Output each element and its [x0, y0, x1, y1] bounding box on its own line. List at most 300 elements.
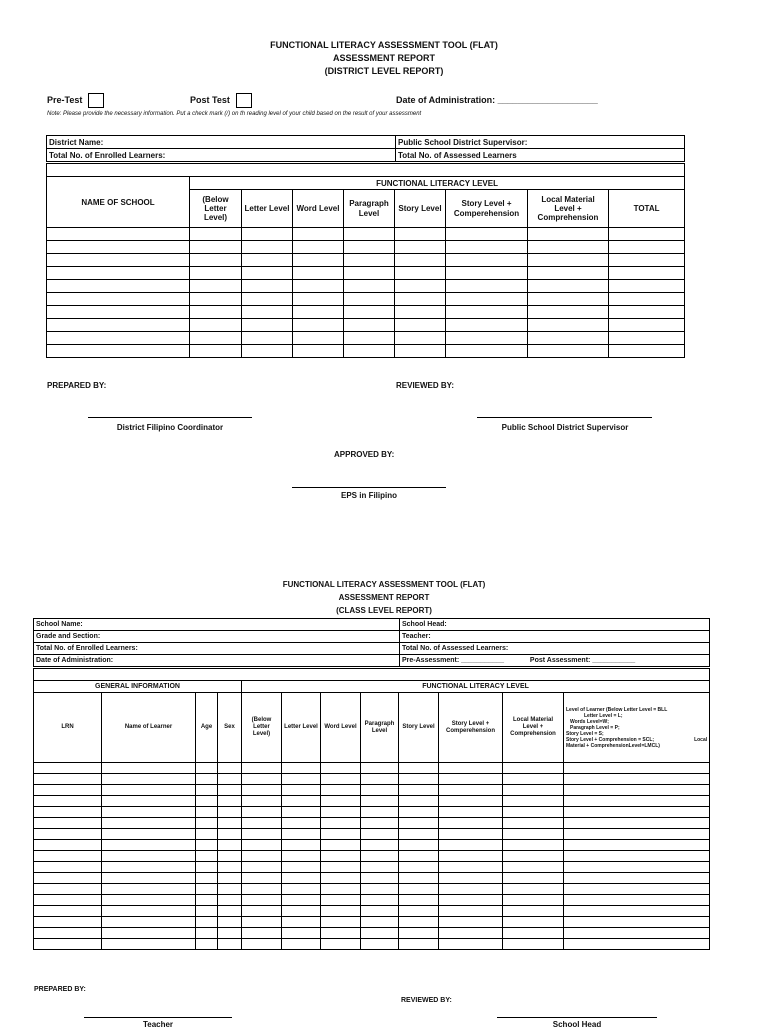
table-cell[interactable] — [190, 319, 242, 332]
table-cell[interactable] — [503, 939, 564, 950]
table-cell[interactable] — [399, 873, 439, 884]
table-cell[interactable] — [321, 851, 361, 862]
table-cell[interactable] — [218, 785, 242, 796]
table-cell[interactable] — [344, 241, 395, 254]
table-cell[interactable] — [34, 939, 102, 950]
table-cell[interactable] — [439, 906, 503, 917]
table-cell[interactable] — [503, 785, 564, 796]
table-cell[interactable] — [242, 228, 293, 241]
table-cell[interactable] — [47, 332, 190, 345]
assessed-learners-field[interactable]: Total No. of Assessed Learners — [396, 149, 685, 162]
table-cell[interactable] — [439, 818, 503, 829]
table-cell[interactable] — [503, 818, 564, 829]
table-cell[interactable] — [242, 785, 282, 796]
table-cell[interactable] — [47, 241, 190, 254]
table-cell[interactable] — [395, 332, 446, 345]
table-cell[interactable] — [282, 829, 321, 840]
table-cell[interactable] — [344, 293, 395, 306]
table-cell[interactable] — [344, 280, 395, 293]
table-cell[interactable] — [34, 873, 102, 884]
district-name-field[interactable]: District Name: — [47, 136, 396, 149]
table-cell[interactable] — [34, 796, 102, 807]
table-cell[interactable] — [102, 917, 196, 928]
table-cell[interactable] — [282, 917, 321, 928]
table-cell[interactable] — [399, 917, 439, 928]
table-cell[interactable] — [399, 928, 439, 939]
table-cell[interactable] — [321, 774, 361, 785]
table-cell[interactable] — [439, 807, 503, 818]
table-cell[interactable] — [196, 818, 218, 829]
table-cell[interactable] — [609, 254, 685, 267]
table-cell[interactable] — [282, 851, 321, 862]
table-cell[interactable] — [293, 241, 344, 254]
table-cell[interactable] — [102, 884, 196, 895]
table-cell[interactable] — [218, 829, 242, 840]
table-cell[interactable] — [218, 763, 242, 774]
table-cell[interactable] — [102, 862, 196, 873]
grade-section-field[interactable]: Grade and Section: — [34, 631, 400, 643]
table-cell[interactable] — [34, 906, 102, 917]
table-cell[interactable] — [399, 796, 439, 807]
table-cell[interactable] — [282, 774, 321, 785]
table-cell[interactable] — [446, 332, 528, 345]
table-cell[interactable] — [361, 895, 399, 906]
table-cell[interactable] — [361, 884, 399, 895]
table-cell[interactable] — [439, 785, 503, 796]
table-cell[interactable] — [218, 840, 242, 851]
pre-assessment-field[interactable]: Pre-Assessment: ___________ — [402, 657, 504, 664]
table-cell[interactable] — [282, 906, 321, 917]
table-cell[interactable] — [218, 807, 242, 818]
table-cell[interactable] — [218, 851, 242, 862]
table-cell[interactable] — [439, 928, 503, 939]
table-cell[interactable] — [439, 774, 503, 785]
table-cell[interactable] — [190, 332, 242, 345]
table-cell[interactable] — [344, 228, 395, 241]
table-cell[interactable] — [47, 319, 190, 332]
table-cell[interactable] — [609, 267, 685, 280]
table-cell[interactable] — [242, 241, 293, 254]
table-cell[interactable] — [528, 228, 609, 241]
table-cell[interactable] — [395, 293, 446, 306]
table-cell[interactable] — [293, 267, 344, 280]
table-cell[interactable] — [102, 906, 196, 917]
table-cell[interactable] — [564, 796, 710, 807]
table-cell[interactable] — [34, 862, 102, 873]
table-cell[interactable] — [282, 873, 321, 884]
table-cell[interactable] — [395, 267, 446, 280]
table-cell[interactable] — [321, 884, 361, 895]
table-cell[interactable] — [190, 293, 242, 306]
table-cell[interactable] — [196, 873, 218, 884]
table-cell[interactable] — [34, 785, 102, 796]
table-cell[interactable] — [293, 293, 344, 306]
table-cell[interactable] — [528, 332, 609, 345]
table-cell[interactable] — [564, 785, 710, 796]
table-cell[interactable] — [609, 345, 685, 358]
table-cell[interactable] — [190, 267, 242, 280]
table-cell[interactable] — [102, 829, 196, 840]
table-cell[interactable] — [47, 254, 190, 267]
table-cell[interactable] — [102, 840, 196, 851]
table-cell[interactable] — [102, 807, 196, 818]
table-cell[interactable] — [399, 807, 439, 818]
table-cell[interactable] — [34, 818, 102, 829]
table-cell[interactable] — [439, 884, 503, 895]
table-cell[interactable] — [321, 785, 361, 796]
table-cell[interactable] — [47, 293, 190, 306]
table-cell[interactable] — [564, 763, 710, 774]
table-cell[interactable] — [609, 241, 685, 254]
table-cell[interactable] — [282, 939, 321, 950]
table-cell[interactable] — [34, 829, 102, 840]
table-cell[interactable] — [102, 895, 196, 906]
table-cell[interactable] — [399, 939, 439, 950]
table-cell[interactable] — [321, 829, 361, 840]
table-cell[interactable] — [361, 829, 399, 840]
table-cell[interactable] — [361, 917, 399, 928]
table-cell[interactable] — [446, 241, 528, 254]
table-cell[interactable] — [242, 829, 282, 840]
table-cell[interactable] — [528, 254, 609, 267]
table-cell[interactable] — [361, 807, 399, 818]
table-cell[interactable] — [609, 319, 685, 332]
table-cell[interactable] — [47, 306, 190, 319]
table-cell[interactable] — [196, 895, 218, 906]
table-cell[interactable] — [446, 345, 528, 358]
table-cell[interactable] — [399, 884, 439, 895]
table-cell[interactable] — [196, 829, 218, 840]
table-cell[interactable] — [344, 332, 395, 345]
table-cell[interactable] — [344, 254, 395, 267]
table-cell[interactable] — [282, 807, 321, 818]
table-cell[interactable] — [564, 939, 710, 950]
table-cell[interactable] — [218, 873, 242, 884]
table-cell[interactable] — [446, 254, 528, 267]
table-cell[interactable] — [34, 917, 102, 928]
table-cell[interactable] — [446, 319, 528, 332]
table-cell[interactable] — [242, 917, 282, 928]
table-cell[interactable] — [564, 917, 710, 928]
table-cell[interactable] — [282, 895, 321, 906]
table-cell[interactable] — [399, 829, 439, 840]
table-cell[interactable] — [564, 862, 710, 873]
table-cell[interactable] — [361, 763, 399, 774]
class-enrolled-field[interactable]: Total No. of Enrolled Learners: — [34, 643, 400, 655]
table-cell[interactable] — [282, 796, 321, 807]
table-cell[interactable] — [439, 796, 503, 807]
table-cell[interactable] — [196, 840, 218, 851]
table-cell[interactable] — [321, 796, 361, 807]
table-cell[interactable] — [399, 862, 439, 873]
table-cell[interactable] — [242, 293, 293, 306]
table-cell[interactable] — [242, 928, 282, 939]
table-cell[interactable] — [503, 917, 564, 928]
table-cell[interactable] — [361, 873, 399, 884]
table-cell[interactable] — [609, 228, 685, 241]
table-cell[interactable] — [446, 306, 528, 319]
table-cell[interactable] — [321, 862, 361, 873]
table-cell[interactable] — [439, 873, 503, 884]
table-cell[interactable] — [344, 319, 395, 332]
table-cell[interactable] — [344, 345, 395, 358]
school-name-field[interactable]: School Name: — [34, 619, 400, 631]
table-cell[interactable] — [609, 293, 685, 306]
table-cell[interactable] — [528, 306, 609, 319]
table-cell[interactable] — [293, 280, 344, 293]
table-cell[interactable] — [282, 928, 321, 939]
table-cell[interactable] — [321, 906, 361, 917]
table-cell[interactable] — [439, 840, 503, 851]
table-cell[interactable] — [395, 345, 446, 358]
table-cell[interactable] — [395, 280, 446, 293]
class-assessed-field[interactable]: Total No. of Assessed Learners: — [400, 643, 710, 655]
table-cell[interactable] — [282, 818, 321, 829]
table-cell[interactable] — [196, 862, 218, 873]
table-cell[interactable] — [242, 807, 282, 818]
table-cell[interactable] — [47, 267, 190, 280]
table-cell[interactable] — [361, 928, 399, 939]
table-cell[interactable] — [503, 873, 564, 884]
table-cell[interactable] — [242, 796, 282, 807]
table-cell[interactable] — [564, 928, 710, 939]
table-cell[interactable] — [102, 796, 196, 807]
table-cell[interactable] — [196, 763, 218, 774]
table-cell[interactable] — [609, 332, 685, 345]
table-cell[interactable] — [102, 939, 196, 950]
table-cell[interactable] — [293, 345, 344, 358]
table-cell[interactable] — [399, 785, 439, 796]
table-cell[interactable] — [34, 840, 102, 851]
table-cell[interactable] — [321, 807, 361, 818]
table-cell[interactable] — [564, 851, 710, 862]
table-cell[interactable] — [439, 917, 503, 928]
table-cell[interactable] — [196, 906, 218, 917]
table-cell[interactable] — [528, 345, 609, 358]
table-cell[interactable] — [242, 939, 282, 950]
table-cell[interactable] — [321, 917, 361, 928]
table-cell[interactable] — [361, 796, 399, 807]
table-cell[interactable] — [503, 796, 564, 807]
table-cell[interactable] — [564, 829, 710, 840]
table-cell[interactable] — [503, 906, 564, 917]
table-cell[interactable] — [102, 774, 196, 785]
table-cell[interactable] — [564, 906, 710, 917]
table-cell[interactable] — [361, 851, 399, 862]
table-cell[interactable] — [282, 884, 321, 895]
table-cell[interactable] — [439, 862, 503, 873]
table-cell[interactable] — [218, 818, 242, 829]
table-cell[interactable] — [196, 851, 218, 862]
table-cell[interactable] — [503, 840, 564, 851]
date-of-administration[interactable]: Date of Administration: ____________________ — [396, 95, 598, 105]
enrolled-learners-field[interactable]: Total No. of Enrolled Learners: — [47, 149, 396, 162]
table-cell[interactable] — [218, 796, 242, 807]
table-cell[interactable] — [34, 807, 102, 818]
post-assessment-field[interactable]: Post Assessment: ___________ — [529, 657, 636, 664]
table-cell[interactable] — [218, 862, 242, 873]
table-cell[interactable] — [361, 785, 399, 796]
table-cell[interactable] — [293, 319, 344, 332]
table-cell[interactable] — [399, 774, 439, 785]
table-cell[interactable] — [196, 807, 218, 818]
table-cell[interactable] — [528, 280, 609, 293]
table-cell[interactable] — [503, 807, 564, 818]
table-cell[interactable] — [399, 818, 439, 829]
table-cell[interactable] — [293, 254, 344, 267]
table-cell[interactable] — [34, 774, 102, 785]
table-cell[interactable] — [564, 873, 710, 884]
table-cell[interactable] — [242, 774, 282, 785]
table-cell[interactable] — [242, 280, 293, 293]
table-cell[interactable] — [47, 280, 190, 293]
table-cell[interactable] — [361, 939, 399, 950]
table-cell[interactable] — [282, 785, 321, 796]
table-cell[interactable] — [218, 939, 242, 950]
table-cell[interactable] — [242, 254, 293, 267]
table-cell[interactable] — [242, 345, 293, 358]
table-cell[interactable] — [503, 851, 564, 862]
table-cell[interactable] — [503, 884, 564, 895]
table-cell[interactable] — [395, 319, 446, 332]
table-cell[interactable] — [439, 829, 503, 840]
table-cell[interactable] — [439, 851, 503, 862]
table-cell[interactable] — [293, 332, 344, 345]
table-cell[interactable] — [321, 840, 361, 851]
table-cell[interactable] — [564, 818, 710, 829]
table-cell[interactable] — [503, 862, 564, 873]
table-cell[interactable] — [564, 840, 710, 851]
table-cell[interactable] — [190, 345, 242, 358]
table-cell[interactable] — [503, 895, 564, 906]
table-cell[interactable] — [218, 884, 242, 895]
table-cell[interactable] — [34, 895, 102, 906]
table-cell[interactable] — [361, 862, 399, 873]
table-cell[interactable] — [321, 818, 361, 829]
table-cell[interactable] — [564, 895, 710, 906]
post-test-checkbox[interactable] — [236, 93, 252, 108]
table-cell[interactable] — [218, 917, 242, 928]
table-cell[interactable] — [102, 785, 196, 796]
table-cell[interactable] — [242, 306, 293, 319]
table-cell[interactable] — [190, 228, 242, 241]
table-cell[interactable] — [439, 895, 503, 906]
table-cell[interactable] — [242, 267, 293, 280]
table-cell[interactable] — [242, 906, 282, 917]
table-cell[interactable] — [399, 906, 439, 917]
class-date-field[interactable]: Date of Administration: — [34, 655, 400, 667]
table-cell[interactable] — [196, 796, 218, 807]
table-cell[interactable] — [564, 807, 710, 818]
table-cell[interactable] — [242, 873, 282, 884]
table-cell[interactable] — [609, 280, 685, 293]
table-cell[interactable] — [395, 254, 446, 267]
table-cell[interactable] — [609, 306, 685, 319]
table-cell[interactable] — [196, 884, 218, 895]
table-cell[interactable] — [446, 228, 528, 241]
table-cell[interactable] — [282, 840, 321, 851]
table-cell[interactable] — [503, 774, 564, 785]
table-cell[interactable] — [196, 917, 218, 928]
table-cell[interactable] — [242, 884, 282, 895]
table-cell[interactable] — [242, 840, 282, 851]
table-cell[interactable] — [321, 873, 361, 884]
table-cell[interactable] — [47, 228, 190, 241]
table-cell[interactable] — [190, 254, 242, 267]
table-cell[interactable] — [242, 851, 282, 862]
table-cell[interactable] — [344, 306, 395, 319]
table-cell[interactable] — [439, 763, 503, 774]
table-cell[interactable] — [344, 267, 395, 280]
table-cell[interactable] — [34, 763, 102, 774]
table-cell[interactable] — [395, 306, 446, 319]
table-cell[interactable] — [439, 939, 503, 950]
table-cell[interactable] — [395, 228, 446, 241]
table-cell[interactable] — [102, 928, 196, 939]
table-cell[interactable] — [190, 280, 242, 293]
table-cell[interactable] — [34, 851, 102, 862]
table-cell[interactable] — [503, 829, 564, 840]
table-cell[interactable] — [190, 241, 242, 254]
table-cell[interactable] — [282, 862, 321, 873]
table-cell[interactable] — [196, 939, 218, 950]
table-cell[interactable] — [321, 939, 361, 950]
table-cell[interactable] — [564, 774, 710, 785]
table-cell[interactable] — [102, 873, 196, 884]
table-cell[interactable] — [446, 280, 528, 293]
table-cell[interactable] — [399, 895, 439, 906]
table-cell[interactable] — [528, 267, 609, 280]
table-cell[interactable] — [190, 306, 242, 319]
table-cell[interactable] — [242, 763, 282, 774]
table-cell[interactable] — [218, 928, 242, 939]
table-cell[interactable] — [242, 319, 293, 332]
table-cell[interactable] — [47, 345, 190, 358]
supervisor-field[interactable]: Public School District Supervisor: — [396, 136, 685, 149]
table-cell[interactable] — [321, 928, 361, 939]
table-cell[interactable] — [218, 906, 242, 917]
table-cell[interactable] — [242, 818, 282, 829]
table-cell[interactable] — [218, 895, 242, 906]
pre-test-checkbox[interactable] — [88, 93, 104, 108]
table-cell[interactable] — [321, 895, 361, 906]
table-cell[interactable] — [564, 884, 710, 895]
table-cell[interactable] — [399, 763, 439, 774]
table-cell[interactable] — [528, 319, 609, 332]
school-head-field[interactable]: School Head: — [400, 619, 710, 631]
table-cell[interactable] — [361, 840, 399, 851]
table-cell[interactable] — [503, 763, 564, 774]
table-cell[interactable] — [361, 906, 399, 917]
table-cell[interactable] — [34, 884, 102, 895]
table-cell[interactable] — [218, 774, 242, 785]
table-cell[interactable] — [242, 862, 282, 873]
table-cell[interactable] — [399, 840, 439, 851]
table-cell[interactable] — [282, 763, 321, 774]
table-cell[interactable] — [293, 306, 344, 319]
teacher-field[interactable]: Teacher: — [400, 631, 710, 643]
table-cell[interactable] — [102, 818, 196, 829]
table-cell[interactable] — [528, 293, 609, 306]
table-cell[interactable] — [528, 241, 609, 254]
table-cell[interactable] — [361, 774, 399, 785]
table-cell[interactable] — [395, 241, 446, 254]
table-cell[interactable] — [196, 774, 218, 785]
table-cell[interactable] — [446, 293, 528, 306]
table-cell[interactable] — [446, 267, 528, 280]
table-cell[interactable] — [503, 928, 564, 939]
table-cell[interactable] — [321, 763, 361, 774]
